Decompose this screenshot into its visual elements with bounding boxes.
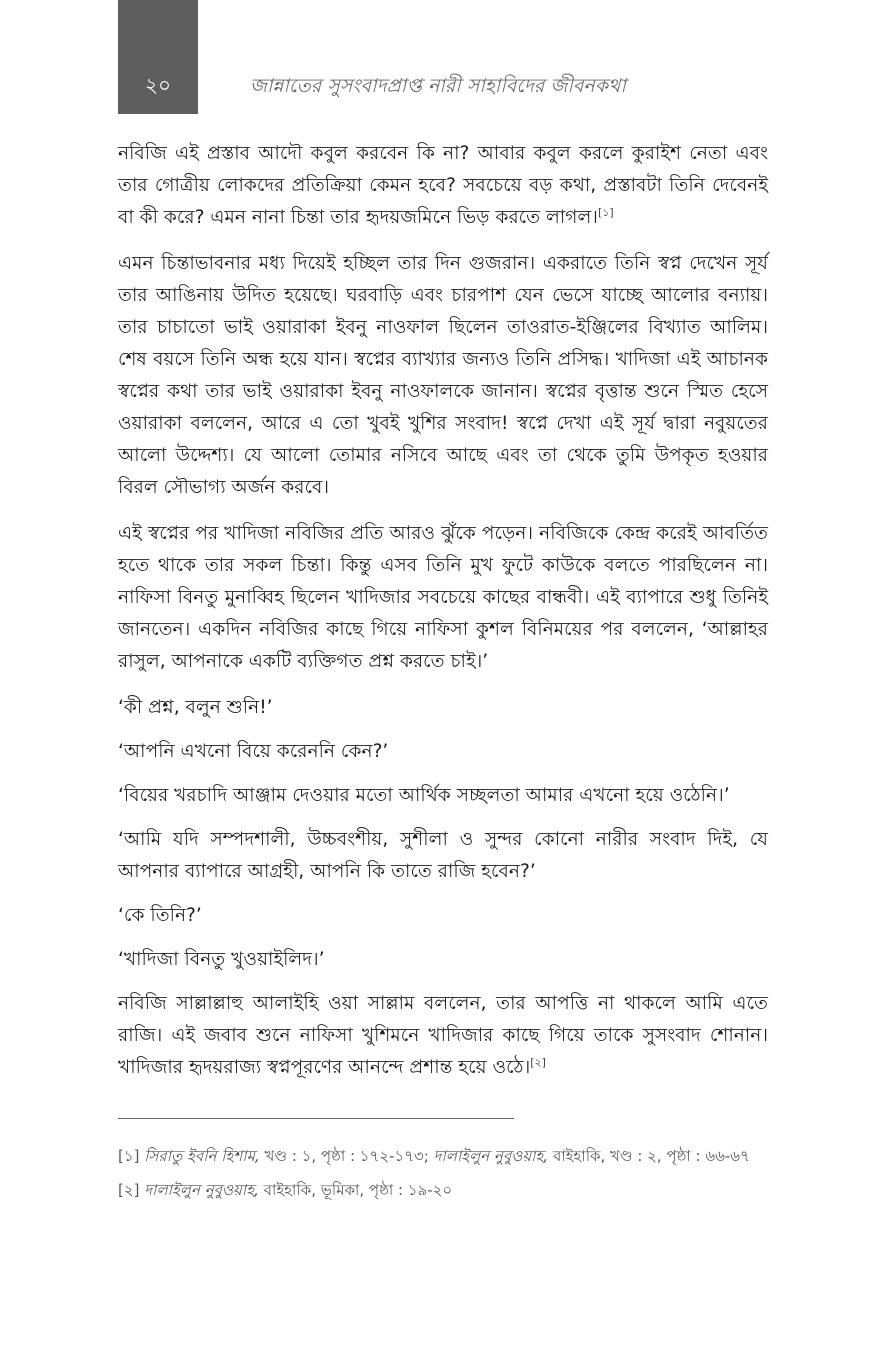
paragraph-1-text: নবিজি এই প্রস্তাব আদৌ কবুল করবেন কি না? আবার কবুল করলে কুরাইশ নেতা এবং তার গোত্রীয় লোকদের প্রতিক্রিয়া কেমন হবে? সবচেয়ে বড় কথা, প্রস্তাবটা তিনি দেবেনই বা কী করে? এমন নানা চিন্তা তার হৃদয়জমিনে ভিড় করতে লাগল। xyxy=(118,143,768,228)
footnote-ref-2[interactable]: [২] xyxy=(530,1055,546,1069)
footnote-1 xyxy=(118,1146,778,1166)
paragraph-1 xyxy=(118,138,768,234)
dialog-line-6: ‘খাদিজা বিনতু খুওয়াইলিদ।’ xyxy=(118,949,325,970)
footnote-1-source-2: দালাইলুন নুবুওয়াহ, xyxy=(433,1147,549,1165)
footnote-1-marker: [১] xyxy=(118,1147,140,1165)
footnote-1-detail-2: বাইহাকি, খণ্ড : ২, পৃষ্ঠা : ৬৬-৬৭ xyxy=(552,1147,750,1165)
footnotes xyxy=(118,1146,778,1214)
dialog-line-1: ‘কী প্রশ্ন, বলুন শুনি!’ xyxy=(118,697,273,718)
footnote-1-detail-1: খণ্ড : ১, পৃষ্ঠা : ১৭২-১৭৩; xyxy=(264,1147,429,1165)
body-text xyxy=(118,138,768,1098)
dialog-line-4: ‘আমি যদি সম্পদশালী, উচ্চবংশীয়, সুশীলা ও সুন্দর কোনো নারীর সংবাদ দিই, যে আপনার ব্যাপারে আগ্রহী, আপনি কি তাতে রাজি হবেন?’ xyxy=(118,829,768,882)
dialog-line-2: ‘আপনি এখনো বিয়ে করেননি কেন?’ xyxy=(118,741,389,762)
paragraph-3: এই স্বপ্নের পর খাদিজা নবিজির প্রতি আরও ঝুঁকে পড়েন। নবিজিকে কেন্দ্র করেই আবর্তিত হতে থাকে তার সকল চিন্তা। কিন্তু এসব তিনি মুখ ফুটে কাউকে বলতে পারছিলেন না। নাফিসা বিনতু মুনাব্বিহ ছিলেন খাদিজার সবচেয়ে কাছের বান্ধবী। এই ব্যাপারে শুধু তিনিই জানতেন। একদিন নবিজির কাছে গিয়ে নাফিসা কুশল বিনিময়ের পর বললেন, ‘আল্লাহর রাসুল, আপনাকে একটি ব্যক্তিগত প্রশ্ন করতে চাই।’ xyxy=(118,523,768,672)
running-header: জান্নাতের সুসংবাদপ্রাপ্ত নারী সাহাবিদের জীবনকথা xyxy=(250,75,626,97)
footnote-2-source-1: দালাইলুন নুবুওয়াহ, xyxy=(144,1181,259,1199)
dialog-line-5: ‘কে তিনি?’ xyxy=(118,905,202,926)
page-number-box xyxy=(118,0,198,114)
dialog-line-3: ‘বিয়ের খরচাদি আঞ্জাম দেওয়ার মতো আর্থিক সচ্ছলতা আমার এখনো হয়ে ওঠেনি।’ xyxy=(118,785,730,806)
footnote-divider xyxy=(118,1118,514,1119)
footnote-2 xyxy=(118,1180,778,1200)
footnote-2-marker: [২] xyxy=(118,1181,140,1199)
paragraph-4 xyxy=(118,988,768,1084)
page-number: ২০ xyxy=(144,73,171,97)
footnote-ref-1[interactable]: [১] xyxy=(597,205,614,219)
footnote-1-source-1: সিরাতু ইবনি হিশাম, xyxy=(144,1147,260,1165)
footnote-2-detail-1: বাইহাকি, ভূমিকা, পৃষ্ঠা : ১৯-২০ xyxy=(263,1181,453,1199)
paragraph-2: এমন চিন্তাভাবনার মধ্য দিয়েই হচ্ছিল তার দিন গুজরান। একরাতে তিনি স্বপ্ন দেখেন সূর্য তার আঙিনায় উদিত হয়েছে। ঘরবাড়ি এবং চারপাশ যেন ভেসে যাচ্ছে আলোর বন্যায়। তার চাচাতো ভাই ওয়ারাকা ইবনু নাওফাল ছিলেন তাওরাত-ইঞ্জিলের বিখ্যাত আলিম। শেষ বয়সে তিনি অন্ধ হয়ে যান। স্বপ্নের ব্যাখ্যার জন্যও তিনি প্রসিদ্ধ। খাদিজা এই আচানক স্বপ্নের কথা তার ভাই ওয়ারাকা ইবনু নাওফালকে জানান। স্বপ্নের বৃত্তান্ত শুনে স্মিত হেসে ওয়ারাকা বললেন, আরে এ তো খুবই খুশির সংবাদ! স্বপ্নে দেখা এই সূর্য দ্বারা নবুয়তের আলো উদ্দেশ্য। যে আলো তোমার নসিবে আছে এবং তা থেকে তুমি উপকৃত হওয়ার বিরল সৌভাগ্য অর্জন করবে। xyxy=(118,253,768,498)
paragraph-4-text: নবিজি সাল্লাল্লাহু আলাইহি ওয়া সাল্লাম বললেন, তার আপত্তি না থাকলে আমি এতে রাজি। এই জবাব শুনে নাফিসা খুশিমনে খাদিজার কাছে গিয়ে তাকে সুসংবাদ শোনান। খাদিজার হৃদয়রাজ্য স্বপ্নপূরণের আনন্দে প্রশান্ত হয়ে ওঠে। xyxy=(118,993,768,1078)
